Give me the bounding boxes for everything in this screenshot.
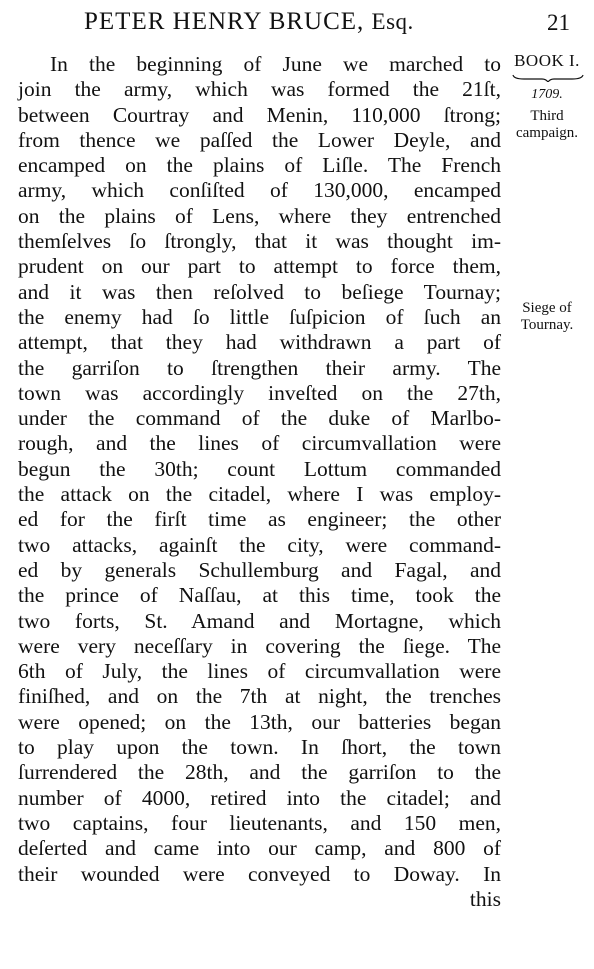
running-title-suffix: Esq. [371,9,414,34]
margin-note-line: campaign. [515,125,579,141]
text-line: to play upon the town. In ſhort, the town [18,735,501,760]
text-line: between Courtray and Menin, 110,000 ſtrong; [18,102,501,127]
margin-note-line: Siege of [522,300,572,316]
margin-note-siege-of-tournay [506,300,588,334]
margin-brace-icon [512,74,584,82]
text-line: ed for the firſt time as engineer; the other [18,507,501,532]
text-line: army, which conſiſted of 130,000, encamped [18,178,501,203]
catchword: this [469,886,501,911]
text-line: were very neceſſary in covering the ſiege. The [18,633,501,658]
text-line: under the command of the duke of Marlbo- [18,406,501,431]
margin-book-label: BOOK I. [514,51,580,70]
margin-note-line: Third [530,108,564,124]
margin-year: 1709. [531,87,563,102]
text-line: two attacks, againſt the city, were command- [18,532,501,557]
body-text [18,52,501,912]
text-line: themſelves ſo ſtrongly, that it was thought im- [18,229,501,254]
text-line: the garriſon to ſtrengthen their army. The [18,355,501,380]
text-line: two forts, St. Amand and Mortagne, which [18,608,501,633]
text-line: deſerted and came into our camp, and 800 of [18,836,501,861]
text-line: In the beginning of June we marched to [50,52,501,76]
text-line: 6th of July, the lines of circumvallation were [18,659,501,684]
text-line: encamped on the plains of Liſle. The French [18,153,501,178]
text-line: attempt, that they had withdrawn a part of [18,330,501,355]
running-head [84,8,414,36]
text-line: and it was then reſolved to beſiege Tournay; [18,279,501,304]
text-line: their wounded were conveyed to Doway. In [18,861,501,886]
text-line: finiſhed, and on the 7th at night, the trenches [18,684,501,709]
text-line: prudent on our part to attempt to force them, [18,254,501,279]
margin-note-third-campaign [506,108,588,142]
text-line: town was accordingly inveſted on the 27th, [18,380,501,405]
margin-note-line: Tournay. [520,317,574,333]
text-line: the attack on the citadel, where I was employ- [18,482,501,507]
text-line: two captains, four lieutenants, and 150 men, [18,810,501,835]
page-number: 21 [547,10,570,35]
text-line: on the plains of Lens, where they entrenched [18,203,501,228]
text-line: ed by generals Schullemburg and Fagal, and [18,557,501,582]
text-line: number of 4000, retired into the citadel; and [18,785,501,810]
text-line: begun the 30th; count Lottum commanded [18,456,501,481]
text-line: the enemy had ſo little ſuſpicion of ſuch an [18,304,501,329]
text-line: from thence we paſſed the Lower Deyle, and [18,127,501,152]
text-line: join the army, which was formed the 21ſt, [18,77,501,102]
text-line: were opened; on the 13th, our batteries began [18,709,501,734]
text-line: ſurrendered the 28th, and the garriſon to the [18,760,501,785]
running-title: PETER HENRY BRUCE, [84,8,365,35]
text-line: the prince of Naſſau, at this time, took the [18,583,501,608]
text-line: rough, and the lines of circumvallation were [18,431,501,456]
